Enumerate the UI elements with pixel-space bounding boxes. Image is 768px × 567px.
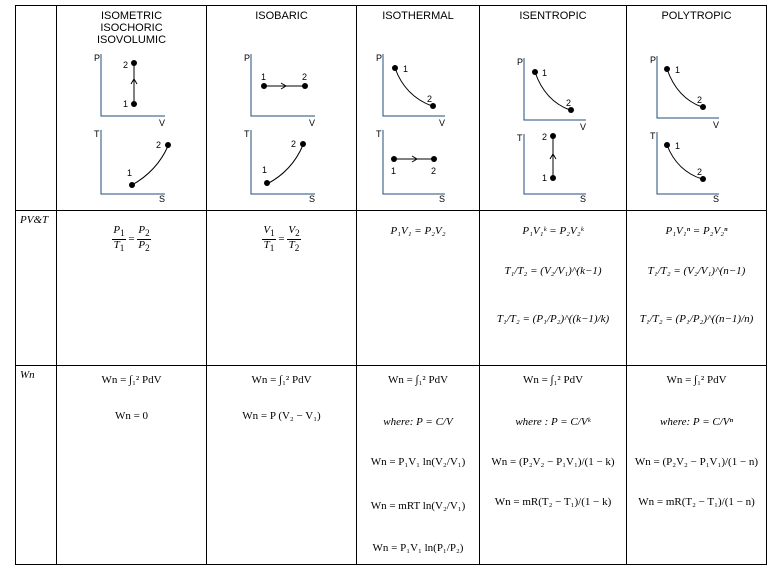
wn-polytropic-pv: Wn = (P₂V₂ − P₁V₁)/(1 − n) [634,456,759,468]
point-1: 1 [391,166,397,176]
point-1: 1 [542,173,548,183]
pv-diagram-isobaric [207,6,357,204]
header-isentropic-text: ISENTROPIC [519,10,587,22]
pv-diagram-isometric [57,6,207,204]
wn-isentropic-integral: Wn = ∫₁² PdV [522,374,584,386]
axis-p: P [376,53,383,63]
wn-isentropic-where: where : P = C/Vᵏ [515,416,591,428]
corner-cell [16,6,57,211]
header-isothermal [357,6,480,211]
point-2: 2 [542,132,548,142]
axis-s: S [309,194,316,204]
axis-v: V [309,118,316,128]
point-1: 1 [262,165,268,175]
wn-isentropic-pv: Wn = (P₂V₂ − P₁V₁)/(1 − k) [491,456,615,468]
wn-isometric-integral: Wn = ∫₁² PdV [101,374,162,386]
header-isentropic [480,6,627,211]
pvt-polytropic [627,211,767,366]
axis-s: S [580,194,587,204]
pvt-isentropic-eq: P₁V₁ᵏ = P₂V₂ᵏ [522,225,584,237]
axis-v: V [439,118,446,128]
point-2: 2 [697,95,703,105]
thermo-process-table [15,5,767,565]
point-2: 2 [697,167,703,177]
pvt-isobaric [207,211,357,366]
wn-isometric-result: Wn = 0 [114,410,149,422]
point-2: 2 [427,94,433,104]
point-1: 1 [403,64,409,74]
pvt-polytropic-eq: P₁V₁ⁿ = P₂V₂ⁿ [665,225,728,237]
wn-isobaric-result: Wn = P (V₂ − V₁) [242,410,321,422]
pvt-polytropic-tp: T₁/T₂ = (P₁/P₂)^((n−1)/n) [639,313,754,325]
pvt-isometric-eq: $\frac{P_1}{T_1}$ = $\frac{P_2}{P_2}$ [113,224,150,254]
point-1: 1 [542,68,548,78]
axis-v: V [713,120,720,130]
pvt-isentropic-tp: T₁/T₂ = (P₁/P₂)^((k−1)/k) [496,313,610,325]
pv-diagram-isentropic [480,6,627,204]
point-1: 1 [261,72,267,82]
header-isometric-text: ISOMETRIC ISOCHORIC ISOVOLUMIC [96,10,167,46]
wn-isothermal [357,366,480,565]
axis-v: V [580,122,587,132]
wn-isentropic [480,366,627,565]
wn-isometric [57,366,207,565]
wn-isobaric [207,366,357,565]
axis-t: T [517,133,523,143]
pvt-isentropic-tv: T₁/T₂ = (V₂/V₁)^(k−1) [504,265,602,277]
axis-p: P [94,53,101,63]
axis-t: T [244,129,250,139]
wn-polytropic-where: where: P = C/Vⁿ [660,416,733,428]
point-1: 1 [123,99,129,109]
header-polytropic [627,6,767,211]
wn-isothermal-where: where: P = C/V [383,416,453,428]
wn-polytropic-integral: Wn = ∫₁² PdV [666,374,727,386]
point-1: 1 [127,168,133,178]
point-2: 2 [123,60,129,70]
axis-t: T [94,129,100,139]
point-2: 2 [302,72,308,82]
point-1: 1 [675,65,681,75]
axis-p: P [244,53,251,63]
axis-v: V [159,118,166,128]
point-2: 2 [156,140,162,150]
wn-isothermal-mrt: Wn = mRT ln(V₂/V₁) [370,500,466,512]
pvt-isothermal-eq: P₁V₁ = P₂V₂ [390,225,446,237]
axis-s: S [713,194,720,204]
row-label-wn: Wn [16,366,57,565]
axis-s: S [159,194,166,204]
wn-isobaric-integral: Wn = ∫₁² PdV [251,374,312,386]
wn-isentropic-mr: Wn = mR(T₂ − T₁)/(1 − k) [494,496,612,508]
axis-p: P [650,55,657,65]
row-label-pvt: PV&T [16,211,57,366]
wn-isothermal-v: Wn = P₁V₁ ln(V₂/V₁) [370,456,466,468]
axis-t: T [650,131,656,141]
wn-polytropic [627,366,767,565]
point-2: 2 [291,139,297,149]
header-isobaric [207,6,357,211]
axis-t: T [376,129,382,139]
point-2: 2 [566,98,572,108]
point-1: 1 [675,141,681,151]
header-isobaric-text: ISOBARIC [255,10,308,22]
header-isothermal-text: ISOTHERMAL [382,10,454,22]
wn-polytropic-mr: Wn = mR(T₂ − T₁)/(1 − n) [638,496,755,508]
axis-p: P [517,57,524,67]
pvt-isentropic [480,211,627,366]
wn-isothermal-p: Wn = P₁V₁ ln(P₁/P₂) [372,542,464,554]
point-2: 2 [431,166,437,176]
pv-diagram-polytropic [627,6,767,204]
wn-isothermal-integral: Wn = ∫₁² PdV [387,374,449,386]
header-polytropic-text: POLYTROPIC [661,10,732,22]
pv-diagram-isothermal [357,6,480,204]
pvt-isothermal [357,211,480,366]
pvt-isometric [57,211,207,366]
header-isometric [57,6,207,211]
pvt-isobaric-eq: $\frac{V_1}{T_1}$ = $\frac{V_2}{T_2}$ [263,224,300,254]
axis-s: S [439,194,446,204]
pvt-polytropic-tv: T₁/T₂ = (V₂/V₁)^(n−1) [647,265,746,277]
